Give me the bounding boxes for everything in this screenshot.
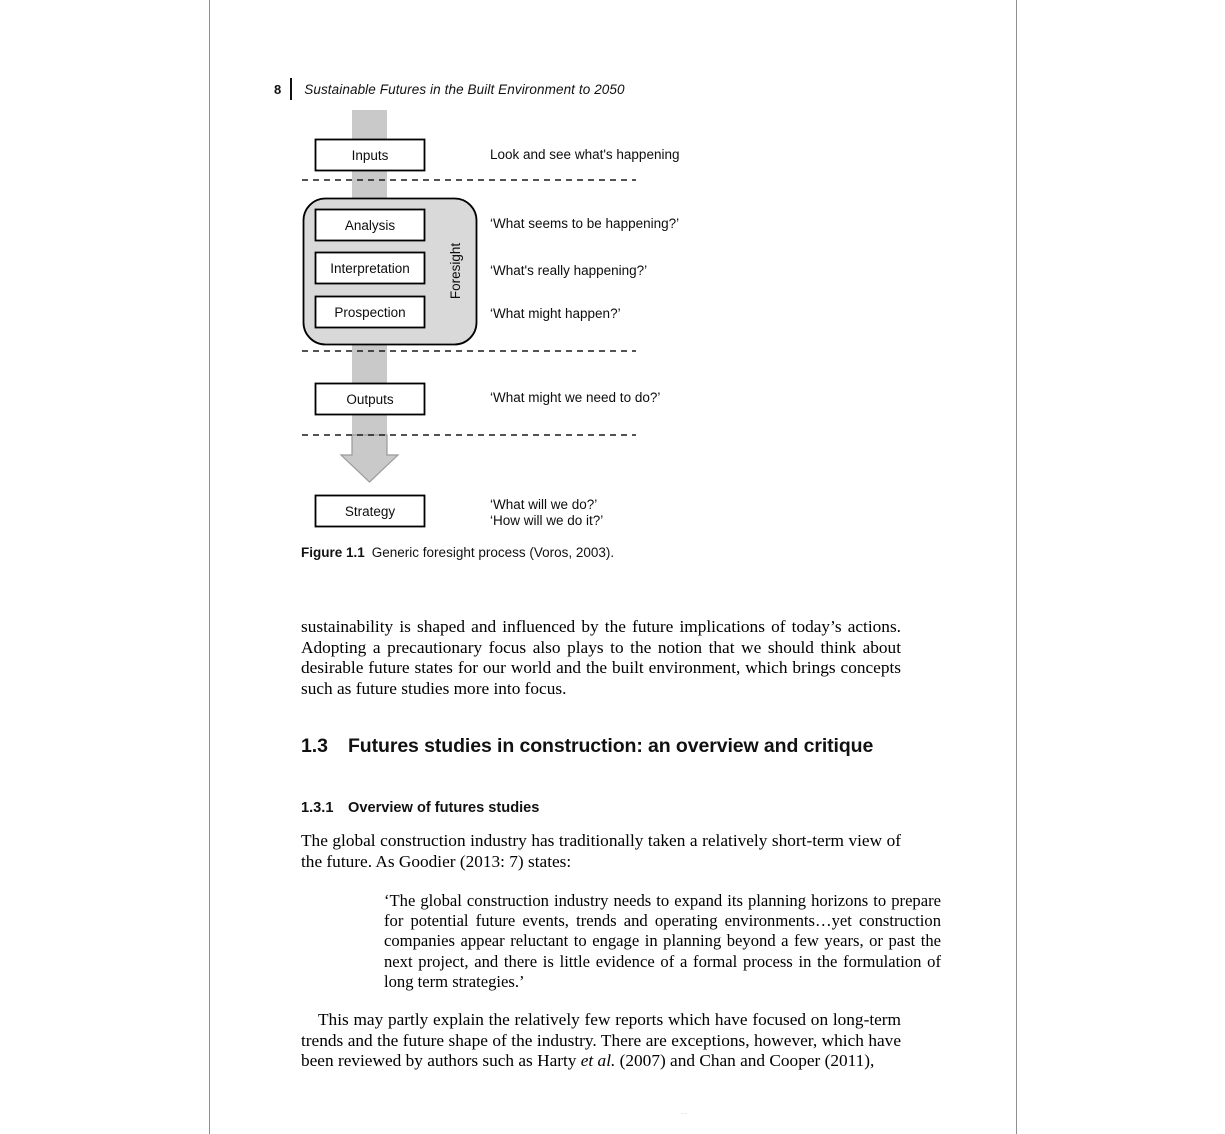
box-outputs-label: Outputs (346, 392, 394, 407)
annotation-analysis: ‘What seems to be happening?’ (490, 216, 680, 231)
foresight-label: Foresight (448, 242, 463, 300)
section-heading-1-3 (301, 734, 921, 758)
box-analysis-label: Analysis (344, 218, 396, 233)
box-interpretation-label: Interpretation (330, 261, 410, 276)
section-number-1-3: 1.3 (301, 735, 328, 758)
page-trim-line-left (209, 0, 210, 1134)
paragraph-final: This may partly explain the relatively few reports which have focused on long-term trends and the future shape of the industry. There are exceptions, however, which have been reviewed by authors such as Harty et al. (2007) and Chan and Cooper (2011), (301, 1010, 901, 1071)
box-strategy-label: Strategy (344, 504, 396, 519)
page-number: 8 (274, 81, 282, 97)
running-head-title: Sustainable Futures in the Built Environment to 2050 (304, 81, 625, 97)
annotation-prospection: ‘What might happen?’ (490, 306, 621, 321)
paragraph-continuation: sustainability is shaped and influenced by the future implications of today’s actions. Adopting a precautionary focus also plays to the notion that we should think about desirable future states for our world and the built environment, which brings concepts such as future studies more into focus. (301, 617, 901, 699)
annotation-outputs: ‘What might we need to do?’ (490, 390, 661, 405)
running-head-rule (290, 78, 292, 100)
figure-1-1 (296, 110, 716, 535)
paragraph-lead: The global construction industry has traditionally taken a relatively short-term view of the future. As Goodier (2013: 7) states: (301, 831, 901, 871)
et-al-emphasis: et al. (580, 1051, 616, 1071)
annotation-strategy-line-1: ‘What will we do?’ (490, 497, 598, 512)
annotation-strategy (490, 497, 603, 529)
figure-caption (301, 545, 614, 560)
section-heading-1-3-1 (301, 799, 921, 817)
page-trim-line-right (1016, 0, 1017, 1134)
figure-caption-label: Figure 1.1 (301, 545, 365, 560)
annotation-interpretation: ‘What's really happening?’ (490, 263, 648, 278)
block-quote-goodier: ‘The global construction industry needs to expand its planning horizons to prepare for potential future events, trends and operating environments…yet construction companies appear reluctant to engage in planning beyond a few years, or past the next project, and there is little evidence of a formal process in the formulation of long term strategies.’ (384, 890, 941, 992)
section-title-1-3: Futures studies in construction: an overview and critique (348, 735, 874, 758)
figure-caption-text: Generic foresight process (Voros, 2003). (371, 545, 615, 560)
box-inputs-label: Inputs (351, 148, 389, 163)
section-number-1-3-1: 1.3.1 (301, 799, 334, 816)
running-head (274, 78, 625, 100)
page-bottom-artifact: -- (681, 1111, 688, 1118)
box-prospection-label: Prospection (334, 305, 406, 320)
annotation-inputs: Look and see what's happening (490, 147, 680, 162)
section-title-1-3-1: Overview of futures studies (348, 799, 540, 816)
annotation-strategy-line-2: ‘How will we do it?’ (490, 513, 604, 528)
